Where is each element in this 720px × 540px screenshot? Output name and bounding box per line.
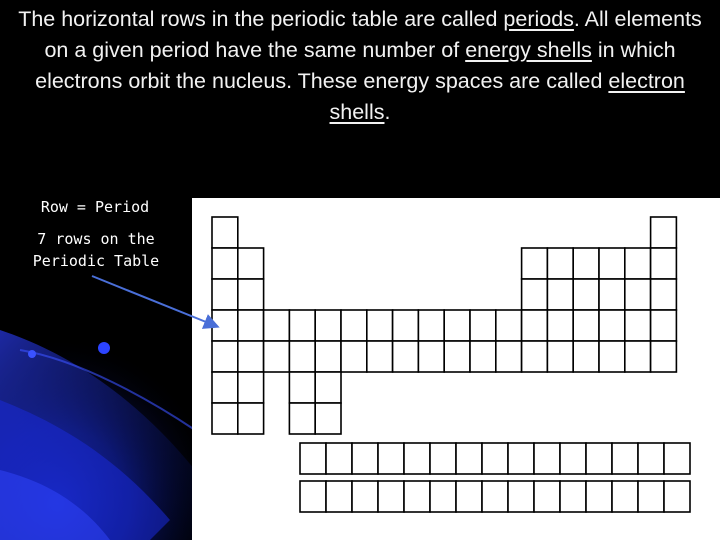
row-equals-period-label: Row = Period — [40, 198, 150, 216]
element-cell — [625, 341, 651, 372]
element-cell — [651, 217, 677, 248]
actinide-cell — [378, 481, 404, 512]
lanthanide-cell — [638, 443, 664, 474]
element-cell — [212, 279, 238, 310]
term-energy-shells: energy shells — [465, 38, 592, 62]
lanthanide-cell — [456, 443, 482, 474]
element-cell — [238, 403, 264, 434]
element-cell — [547, 248, 573, 279]
seven-rows-label: 7 rows on the Periodic Table — [32, 230, 160, 270]
intro-text-4: . — [384, 100, 391, 124]
element-cell — [315, 403, 341, 434]
actinide-cell — [482, 481, 508, 512]
element-cell — [238, 372, 264, 403]
lanthanide-cell — [430, 443, 456, 474]
element-cell — [289, 372, 315, 403]
element-cell — [315, 372, 341, 403]
element-cell — [444, 310, 470, 341]
element-cell — [522, 310, 548, 341]
element-cell — [289, 341, 315, 372]
element-cell — [470, 310, 496, 341]
element-cell — [418, 310, 444, 341]
actinide-cell — [326, 481, 352, 512]
element-cell — [341, 310, 367, 341]
element-cell — [289, 310, 315, 341]
periodic-table-panel — [192, 198, 720, 540]
lanthanide-cell — [664, 443, 690, 474]
periodic-table-grid — [192, 198, 720, 540]
element-cell — [264, 341, 290, 372]
element-cell — [625, 310, 651, 341]
element-cell — [393, 341, 419, 372]
element-cell — [547, 310, 573, 341]
element-cell — [599, 248, 625, 279]
element-cell — [496, 341, 522, 372]
term-periods: periods — [503, 7, 574, 31]
element-cell — [651, 310, 677, 341]
element-cell — [212, 248, 238, 279]
element-cell — [599, 341, 625, 372]
lanthanide-cell — [326, 443, 352, 474]
element-cell — [522, 248, 548, 279]
element-cell — [573, 279, 599, 310]
element-cell — [651, 248, 677, 279]
element-cell — [315, 341, 341, 372]
actinide-cell — [456, 481, 482, 512]
lanthanide-cell — [534, 443, 560, 474]
actinide-cell — [664, 481, 690, 512]
element-cell — [522, 341, 548, 372]
intro-text-1: The horizontal rows in the periodic table are called — [18, 7, 504, 31]
lanthanide-cell — [560, 443, 586, 474]
element-cell — [547, 279, 573, 310]
swirl-dot-icon — [28, 350, 36, 358]
element-cell — [651, 341, 677, 372]
element-cell — [264, 310, 290, 341]
element-cell — [238, 310, 264, 341]
lanthanide-cell — [378, 443, 404, 474]
actinide-cell — [404, 481, 430, 512]
element-cell — [367, 310, 393, 341]
element-cell — [315, 310, 341, 341]
element-cell — [444, 341, 470, 372]
element-cell — [625, 279, 651, 310]
actinide-cell — [612, 481, 638, 512]
swirl-dot-icon — [98, 342, 110, 354]
element-cell — [212, 372, 238, 403]
element-cell — [599, 310, 625, 341]
element-cell — [341, 341, 367, 372]
element-cell — [573, 248, 599, 279]
element-cell — [212, 341, 238, 372]
element-cell — [522, 279, 548, 310]
intro-text-2: . All elements on a given period have the same number of — [44, 7, 702, 62]
element-cell — [289, 403, 315, 434]
element-cell — [238, 279, 264, 310]
element-cell — [212, 217, 238, 248]
element-cell — [651, 279, 677, 310]
actinide-cell — [508, 481, 534, 512]
lanthanide-cell — [300, 443, 326, 474]
actinide-cell — [352, 481, 378, 512]
lanthanide-cell — [352, 443, 378, 474]
actinide-cell — [638, 481, 664, 512]
lanthanide-cell — [612, 443, 638, 474]
element-cell — [496, 310, 522, 341]
element-cell — [238, 248, 264, 279]
actinide-cell — [560, 481, 586, 512]
actinide-cell — [534, 481, 560, 512]
intro-text-3: in which electrons orbit the nucleus. These energy spaces are called — [35, 38, 676, 93]
actinide-cell — [430, 481, 456, 512]
intro-paragraph — [8, 4, 712, 128]
element-cell — [547, 341, 573, 372]
lanthanide-cell — [404, 443, 430, 474]
term-electron-shells: electron shells — [329, 69, 685, 124]
element-cell — [212, 403, 238, 434]
element-cell — [212, 310, 238, 341]
element-cell — [573, 341, 599, 372]
element-cell — [625, 248, 651, 279]
element-cell — [238, 341, 264, 372]
lanthanide-cell — [482, 443, 508, 474]
lanthanide-cell — [586, 443, 612, 474]
element-cell — [599, 279, 625, 310]
element-cell — [573, 310, 599, 341]
element-cell — [393, 310, 419, 341]
element-cell — [367, 341, 393, 372]
element-cell — [418, 341, 444, 372]
lanthanide-cell — [508, 443, 534, 474]
element-cell — [470, 341, 496, 372]
actinide-cell — [586, 481, 612, 512]
actinide-cell — [300, 481, 326, 512]
